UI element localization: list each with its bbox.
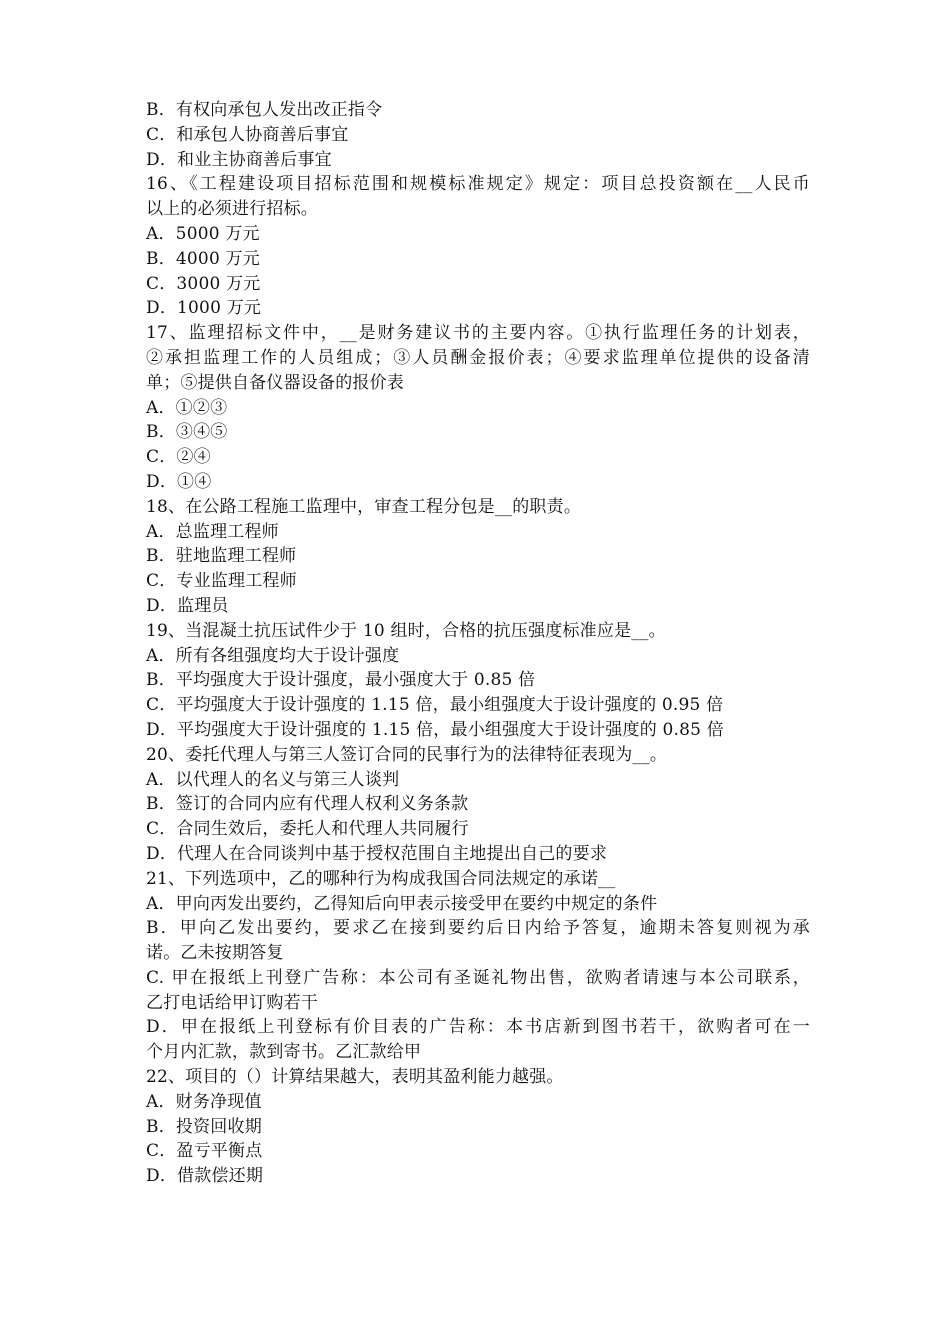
text-line: C．3000 万元 xyxy=(146,273,261,294)
text-line: B．甲向乙发出要约，要求乙在接到要约后日内给予答复，逾期未答复则视为承 xyxy=(146,918,810,939)
text-line: 个月内汇款，款到寄书。乙汇款给甲 xyxy=(146,1042,422,1063)
text-line: 诺。乙未按期答复 xyxy=(146,943,284,964)
text-line: D．平均强度大于设计强度的 1.15 倍，最小组强度大于设计强度的 0.85 倍 xyxy=(146,719,724,740)
text-line: B．平均强度大于设计强度，最小强度大于 0.85 倍 xyxy=(146,670,536,691)
text-line: D．代理人在合同谈判中基于授权范围自主地提出自己的要求 xyxy=(146,843,608,864)
text-line: B．签订的合同内应有代理人权利义务条款 xyxy=(146,794,469,815)
text-line: 20、委托代理人与第三人签订合同的民事行为的法律特征表现为__。 xyxy=(146,744,668,765)
text-line: D．监理员 xyxy=(146,595,229,616)
text-line: 22、项目的（）计算结果越大，表明其盈利能力越强。 xyxy=(146,1067,564,1088)
text-line: C．平均强度大于设计强度的 1.15 倍，最小组强度大于设计强度的 0.95 倍 xyxy=(146,695,724,716)
text-line: C．专业监理工程师 xyxy=(146,571,297,592)
text-line: A．所有各组强度均大于设计强度 xyxy=(146,645,400,666)
text-line: A．甲向丙发出要约，乙得知后向甲表示接受甲在要约中规定的条件 xyxy=(146,893,658,914)
text-line: 18、在公路工程施工监理中，审查工程分包是__的职责。 xyxy=(146,496,582,517)
text-line: 19、当混凝土抗压试件少于 10 组时，合格的抗压强度标准应是__。 xyxy=(146,620,666,641)
text-line: 16、《工程建设项目招标范围和规模标准规定》规定：项目总投资额在__人民币 xyxy=(146,174,810,195)
text-line: C．盈亏平衡点 xyxy=(146,1141,263,1162)
text-line: D．和业主协商善后事宜 xyxy=(146,149,332,170)
document-page xyxy=(146,98,810,1189)
text-line: D．1000 万元 xyxy=(146,298,262,319)
text-line: ②承担监理工作的人员组成；③人员酬金报价表；④要求监理单位提供的设备清 xyxy=(146,347,810,368)
text-line: B．投资回收期 xyxy=(146,1116,262,1137)
text-line: D．甲在报纸上刊登标有价目表的广告称：本书店新到图书若干，欲购者可在一 xyxy=(146,1017,810,1038)
text-line: B．驻地监理工程师 xyxy=(146,546,297,567)
text-line: 以上的必须进行招标。 xyxy=(146,199,318,220)
text-line: A．财务净现值 xyxy=(146,1091,262,1112)
text-line: A．总监理工程师 xyxy=(146,521,279,542)
text-line: C．和承包人协商善后事宜 xyxy=(146,124,349,145)
text-line: 17、监理招标文件中，__是财务建议书的主要内容。①执行监理任务的计划表， xyxy=(146,323,810,344)
text-line: A．5000 万元 xyxy=(146,223,260,244)
text-line: A．①②③ xyxy=(146,397,228,418)
text-line: D．借款偿还期 xyxy=(146,1166,264,1187)
text-line: C. 甲在报纸上刊登广告称：本公司有圣诞礼物出售，欲购者请速与本公司联系， xyxy=(146,967,810,988)
text-line: 21、下列选项中，乙的哪种行为构成我国合同法规定的承诺__ xyxy=(146,868,616,889)
text-line: D．①④ xyxy=(146,471,212,492)
text-line: B．4000 万元 xyxy=(146,248,260,269)
text-line: B．③④⑤ xyxy=(146,422,228,443)
text-line: 乙打电话给甲订购若干 xyxy=(146,992,318,1013)
text-line: C．②④ xyxy=(146,447,211,468)
text-line: C．合同生效后，委托人和代理人共同履行 xyxy=(146,819,469,840)
text-line: 单；⑤提供自备仪器设备的报价表 xyxy=(146,372,404,393)
text-line: A．以代理人的名义与第三人谈判 xyxy=(146,769,400,790)
text-line: B．有权向承包人发出改正指令 xyxy=(146,100,383,120)
